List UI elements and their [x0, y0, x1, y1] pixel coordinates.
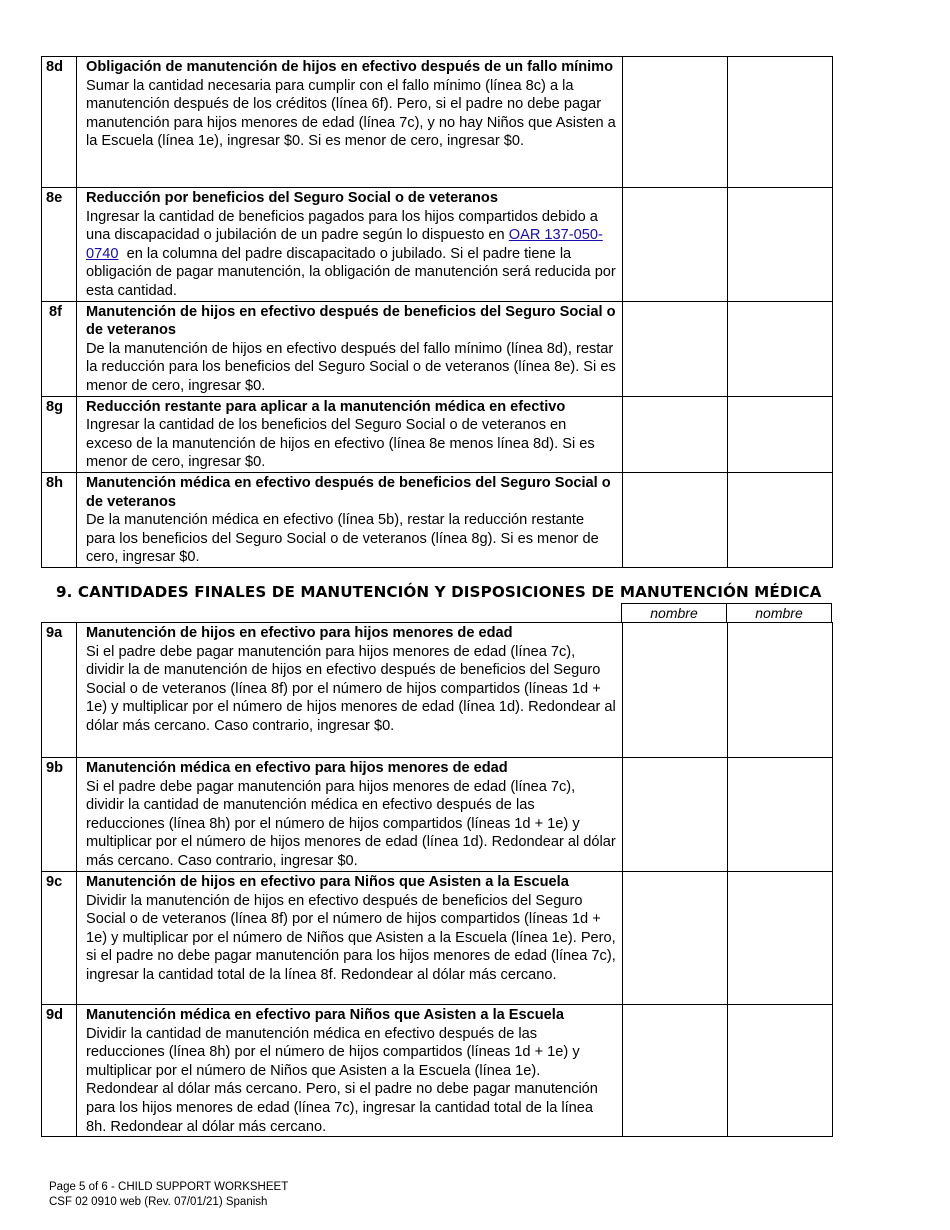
section-9-heading: 9. CANTIDADES FINALES DE MANUTENCIÓN Y DISPOSICIONES DE MANUTENCIÓN MÉDICA — [56, 583, 822, 601]
footer-page-info: Page 5 of 6 - CHILD SUPPORT WORKSHEET — [49, 1181, 289, 1193]
amount-field-parent-1[interactable] — [623, 396, 728, 472]
section-9-table — [41, 622, 833, 1137]
table-row — [42, 623, 833, 758]
line-body: Ingresar la cantidad de los beneficios del Seguro Social o de veteranos en exceso de la manutención de hijos en efectivo (línea 8e menos línea 8d). Si es menor de cero, ingresar $0. — [86, 417, 595, 471]
line-number: 8e — [42, 188, 77, 302]
amount-field-parent-1[interactable] — [623, 188, 728, 302]
line-description — [77, 1005, 623, 1137]
table-row — [42, 57, 833, 188]
line-title: Reducción restante para aplicar a la manutención médica en efectivo — [86, 398, 566, 415]
line-title: Manutención médica en efectivo para hijos menores de edad — [86, 760, 508, 776]
amount-field-parent-2[interactable] — [728, 758, 833, 872]
line-body: De la manutención médica en efectivo (línea 5b), restar la reducción restante para los beneficios del Seguro Social o de veteranos (línea 8g). Si es menor de cero, ingresar $0. — [86, 512, 599, 566]
line-description — [77, 872, 623, 1005]
footer-form-id: CSF 02 0910 web (Rev. 07/01/21) Spanish — [49, 1196, 268, 1208]
line-description — [77, 188, 623, 302]
line-body: Dividir la cantidad de manutención médica en efectivo después de las reducciones (línea 8h) por el número de hijos compartidos (líneas 1d + 1e) y multiplicar por el número de Niños que Asisten a la Escuela (línea 1e). Redondear al dólar más cercano. Pero, si el padre no debe pagar manutención para los hijos menores de edad (línea 7c), ingresar la cantidad total de la línea 8h. Redondear al dólar más cercano. — [86, 1025, 598, 1135]
amount-field-parent-1[interactable] — [623, 301, 728, 396]
line-body-text: Ingresar la cantidad de beneficios pagados para los hijos compartidos debido a una discapacidad o jubilación de un padre según lo dispuesto en — [86, 208, 598, 244]
line-description — [77, 301, 623, 396]
line-number: 9b — [42, 758, 77, 872]
line-body: Si el padre debe pagar manutención para hijos menores de edad (línea 7c), dividir la de manutención de hijos en efectivo después de beneficios del Seguro Social o de veteranos (línea 8f) por el número de hijos compartidos (líneas 1d + 1e) y multiplicar por el número de hijos menores de edad (línea 1d). Redondear al dólar más cercano. Caso contrario, ingresar $0. — [86, 643, 616, 734]
amount-field-parent-2[interactable] — [728, 57, 833, 188]
column-header-parent-2: nombre — [727, 604, 832, 623]
line-description — [77, 472, 623, 567]
oar-link[interactable]: OAR 137-050-0740 — [86, 227, 603, 262]
line-body — [86, 208, 620, 301]
amount-field-parent-2[interactable] — [728, 396, 833, 472]
page-footer — [49, 1180, 288, 1210]
line-description — [77, 623, 623, 758]
amount-field-parent-2[interactable] — [728, 188, 833, 302]
line-number: 9c — [42, 872, 77, 1005]
table-row — [42, 872, 833, 1005]
line-title: Reducción por beneficios del Seguro Social o de veteranos — [86, 190, 498, 206]
line-title: Manutención médica en efectivo para Niños que Asisten a la Escuela — [86, 1007, 564, 1023]
line-body: Dividir la manutención de hijos en efectivo después de beneficios del Seguro Social o de veteranos (línea 8f) por el número de hijos compartidos (líneas 1d + 1e) y multiplicar por el número de Niños que Asisten a la Escuela (línea 1e). Pero, si el padre no debe pagar manutención para los hijos menores de edad (línea 7c), ingresar la cantidad total de la línea 8f. Redondear al dólar más cercano. — [86, 892, 616, 983]
line-number: 8g — [42, 396, 77, 472]
line-number: 8f — [42, 301, 77, 396]
amount-field-parent-2[interactable] — [728, 623, 833, 758]
table-row — [42, 396, 833, 472]
line-title: Manutención de hijos en efectivo para hijos menores de edad — [86, 625, 513, 641]
line-title: Obligación de manutención de hijos en efectivo después de un fallo mínimo — [86, 59, 614, 75]
column-header-parent-1: nombre — [622, 604, 727, 623]
line-body: Sumar la cantidad necesaria para cumplir con el fallo mínimo (línea 8c) a la manutención después de los créditos (línea 6f). Pero, si el padre no debe pagar manutención para hijos menores de edad (línea 7c), y no hay Niños que Asisten a la Escuela (línea 1e), ingresar $0. Si es menor de cero, ingresar $0. — [86, 77, 616, 150]
line-title: Manutención de hijos en efectivo para Niños que Asisten a la Escuela — [86, 874, 569, 890]
line-body: Si el padre debe pagar manutención para hijos menores de edad (línea 7c), dividir la cantidad de manutención médica en efectivo después de las reducciones (línea 8h) por el número de hijos compartidos (líneas 1d + 1e) y multiplicar por el número de hijos menores de edad (línea 1d). Redondear al dólar más cercano. Caso contrario, ingresar $0. — [86, 778, 616, 869]
amount-field-parent-1[interactable] — [623, 758, 728, 872]
amount-field-parent-2[interactable] — [728, 1005, 833, 1137]
line-number: 8d — [42, 57, 77, 188]
line-number: 9a — [42, 623, 77, 758]
line-description — [77, 57, 623, 188]
line-title: Manutención de hijos en efectivo después de beneficios del Seguro Social o de veteranos — [86, 303, 616, 339]
table-row — [42, 472, 833, 567]
amount-field-parent-1[interactable] — [623, 623, 728, 758]
line-title: Manutención médica en efectivo después de beneficios del Seguro Social o de veteranos — [86, 474, 611, 510]
line-body-text: en la columna del padre discapacitado o jubilado. Si el padre tiene la obligación de pagar manutención, la obligación de manutención será reducida por esta cantidad. — [86, 245, 620, 299]
line-number: 8h — [42, 472, 77, 567]
amount-field-parent-1[interactable] — [623, 472, 728, 567]
table-row — [42, 1005, 833, 1137]
column-header-row — [621, 603, 832, 622]
amount-field-parent-1[interactable] — [623, 1005, 728, 1137]
table-row — [42, 758, 833, 872]
line-body: De la manutención de hijos en efectivo después del fallo mínimo (línea 8d), restar la reducción para los beneficios del Seguro Social o de veteranos (línea 8e). Si es menor de cero, ingresar $0. — [86, 340, 616, 394]
amount-field-parent-2[interactable] — [728, 301, 833, 396]
line-description — [77, 396, 623, 472]
amount-field-parent-1[interactable] — [623, 57, 728, 188]
amount-field-parent-1[interactable] — [623, 872, 728, 1005]
table-row — [42, 188, 833, 302]
amount-field-parent-2[interactable] — [728, 472, 833, 567]
section-8-table — [41, 56, 833, 568]
line-number: 9d — [42, 1005, 77, 1137]
amount-field-parent-2[interactable] — [728, 872, 833, 1005]
line-description — [77, 758, 623, 872]
table-row — [42, 301, 833, 396]
